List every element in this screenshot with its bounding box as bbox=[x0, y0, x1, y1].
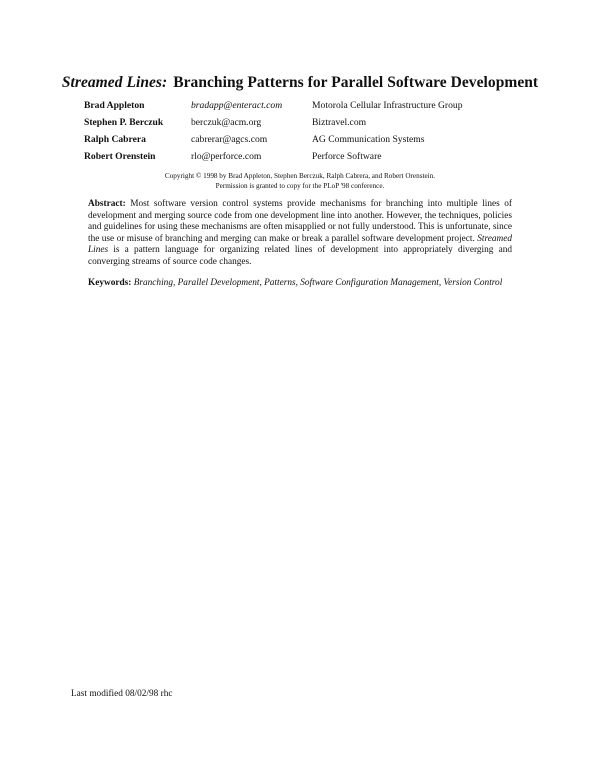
author-name: Ralph Cabrera bbox=[84, 134, 146, 145]
permission-line: Permission is granted to copy for the PLoP '98 conference. bbox=[215, 182, 385, 190]
abstract-label: Abstract: bbox=[88, 199, 126, 209]
title-italic-part: Streamed Lines: bbox=[61, 74, 168, 91]
keywords-text: Branching, Parallel Development, Patterns, Software Configuration Management, Version Control bbox=[131, 278, 503, 288]
author-affiliation: Motorola Cellular Infrastructure Group bbox=[312, 100, 463, 111]
abstract-text-end: is a pattern language for organizing related lines of development into appropriately diverging and converging streams of source code changes. bbox=[88, 245, 512, 267]
author-row bbox=[84, 100, 463, 117]
copyright-notice bbox=[0, 171, 600, 191]
author-affiliation: AG Communication Systems bbox=[312, 134, 425, 145]
abstract-paragraph bbox=[88, 199, 512, 268]
author-affiliation: Perforce Software bbox=[312, 151, 382, 162]
author-email: bradapp@enteract.com bbox=[191, 100, 283, 111]
last-modified-footer: Last modified 08/02/98 rhc bbox=[71, 689, 173, 699]
abstract-emphasis: Streamed Lines bbox=[88, 233, 512, 255]
authors-table bbox=[84, 100, 463, 168]
author-name: Robert Orenstein bbox=[84, 151, 156, 162]
author-email: cabrerar@agcs.com bbox=[191, 134, 268, 145]
author-name: Stephen P. Berczuk bbox=[84, 117, 164, 128]
author-row bbox=[84, 117, 463, 134]
author-name: Brad Appleton bbox=[84, 100, 145, 111]
author-email: berczuk@acm.org bbox=[191, 117, 262, 128]
abstract-text: Most software version control systems provide mechanisms for branching into multiple lines of development and merging source code from one development line into another. However, the techniques, policies and guidelines for using these mechanisms are often misapplied or not fully understood. This is unfortunate, since the use or misuse of branching and merging can make or break a parallel software development project. bbox=[88, 199, 512, 244]
title-main-part: Branching Patterns for Parallel Software Development bbox=[173, 74, 539, 91]
author-affiliation: Biztravel.com bbox=[312, 117, 367, 128]
keywords-paragraph bbox=[88, 278, 512, 290]
author-email: rlo@perforce.com bbox=[191, 151, 262, 162]
author-row bbox=[84, 151, 463, 168]
paper-title bbox=[0, 74, 600, 92]
author-row bbox=[84, 134, 463, 151]
keywords-label: Keywords: bbox=[88, 278, 132, 288]
copyright-line: Copyright © 1998 by Brad Appleton, Stephen Berczuk, Ralph Cabrera, and Robert Orenstein. bbox=[164, 172, 436, 180]
